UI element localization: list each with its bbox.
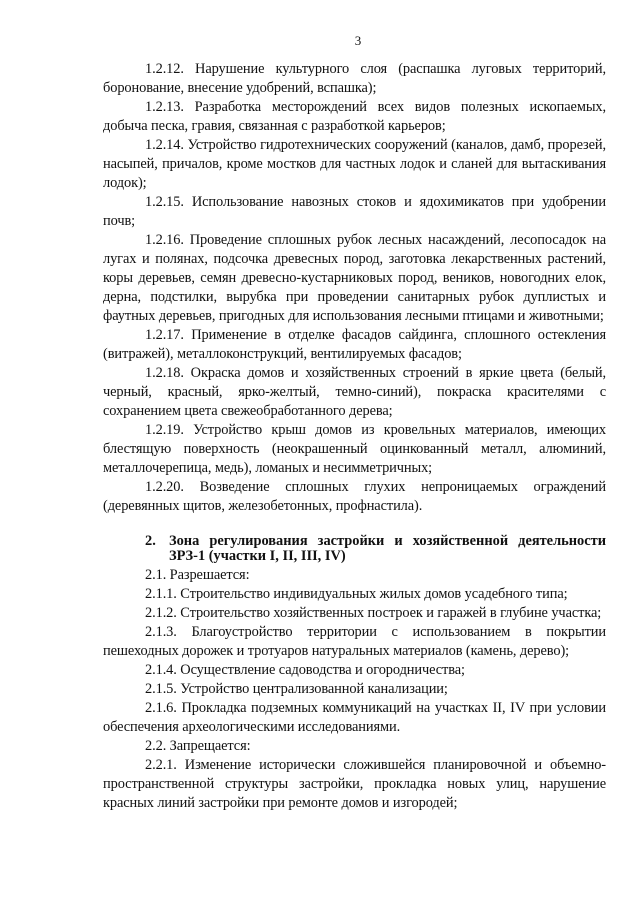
paragraph-1-2-14: 1.2.14. Устройство гидротехнических сооружений (каналов, дамб, прорезей, насыпей, причалов, кроме мостков для частных лодок и сланей для вытаскивания лодок); bbox=[103, 137, 606, 191]
paragraph-1-2-20: 1.2.20. Возведение сплошных глухих непроницаемых ограждений (деревянных щитов, железобетонных, профнастила). bbox=[103, 479, 606, 514]
paragraph-2-1-3: 2.1.3. Благоустройство территории с использованием в покрытии пешеходных дорожек и тротуаров натуральных материалов (камень, дерево); bbox=[103, 624, 606, 659]
paragraph-2-1-2: 2.1.2. Строительство хозяйственных построек и гаражей в глубине участка; bbox=[145, 605, 602, 621]
document-body bbox=[103, 60, 606, 813]
paragraph-1-2-18: 1.2.18. Окраска домов и хозяйственных строений в яркие цвета (белый, черный, красный, ярко-желтый, темно-синий), покраска красителями с сохранением цвета свежеобработанного дерева; bbox=[103, 365, 606, 419]
paragraph-1-2-17: 1.2.17. Применение в отделке фасадов сайдинга, сплошного остекления (витражей), металлоконструкций, вентилируемых фасадов; bbox=[103, 327, 606, 362]
paragraph-1-2-19: 1.2.19. Устройство крыш домов из кровельных материалов, имеющих блестящую поверхность (неокрашенный оцинкованный металл, алюминий, металлочерепица, медь), ломаных и несимметричных; bbox=[103, 422, 606, 476]
paragraph-2-2-1: 2.2.1. Изменение исторически сложившейся планировочной и объемно-пространственной структуры застройки, прокладка новых улиц, нарушение красных линий застройки при ремонте домов и изгородей; bbox=[103, 757, 606, 811]
paragraph-1-2-15: 1.2.15. Использование навозных стоков и ядохимикатов при удобрении почв; bbox=[103, 194, 606, 229]
paragraph-1-2-16: 1.2.16. Проведение сплошных рубок лесных насаждений, лесопосадок на лугах и полянах, подсочка древесных пород, заготовка лекарственных растений, коры деревьев, семян древесно-кустарниковых пород, веников, новогодних елок, дерна, подстилки, вырубка при проведении санитарных рубок дуплистых и фаутных деревьев, пригодных для использования лесными птицами и животными; bbox=[103, 232, 606, 324]
section-number: 2. bbox=[145, 533, 156, 549]
paragraph-2-1-5: 2.1.5. Устройство централизованной канализации; bbox=[145, 681, 448, 697]
paragraph-2-1: 2.1. Разрешается: bbox=[145, 567, 250, 583]
section-title: Зона регулирования застройки и хозяйственной деятельности ЗРЗ-1 (участки I, II, III, IV) bbox=[169, 533, 606, 564]
paragraph-2-1-1: 2.1.1. Строительство индивидуальных жилых домов усадебного типа; bbox=[145, 586, 568, 602]
paragraph-2-1-4: 2.1.4. Осуществление садоводства и огородничества; bbox=[145, 662, 465, 678]
section-heading bbox=[103, 534, 606, 564]
page-number: 3 bbox=[354, 33, 362, 48]
paragraph-2-1-6: 2.1.6. Прокладка подземных коммуникаций на участках II, IV при условии обеспечения археологическими исследованиями. bbox=[103, 700, 606, 735]
paragraph-1-2-13: 1.2.13. Разработка месторождений всех видов полезных ископаемых, добыча песка, гравия, связанная с разработкой карьеров; bbox=[103, 99, 606, 134]
paragraph-1-2-12: 1.2.12. Нарушение культурного слоя (распашка луговых территорий, боронование, внесение удобрений, вспашка); bbox=[103, 61, 606, 96]
paragraph-2-2: 2.2. Запрещается: bbox=[145, 738, 251, 754]
